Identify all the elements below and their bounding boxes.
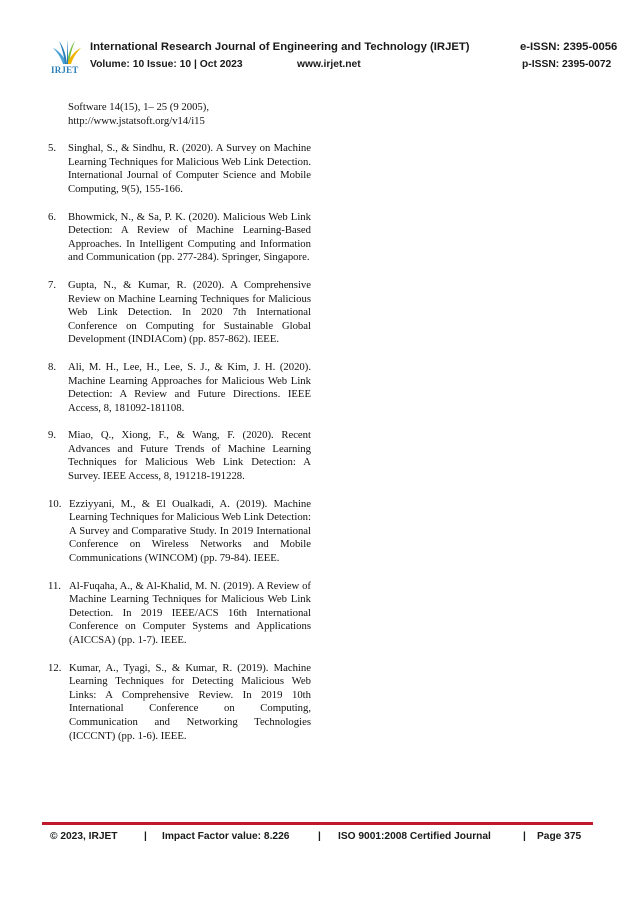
- e-issn: e-ISSN: 2395-0056: [520, 41, 618, 53]
- references-list: [48, 101, 311, 757]
- reference-number: 6.: [48, 210, 57, 223]
- reference-item: [48, 498, 311, 566]
- reference-number: 9.: [48, 429, 57, 442]
- reference-text: Singhal, S., & Sindhu, R. (2020). A Survey on Machine Learning Techniques for Malicious Web Link Detection. International Journal of Computer Science and Mobile Computing, 9(5), 155-166.: [68, 142, 311, 195]
- reference-number: 10.: [48, 497, 62, 510]
- footer-page-number: Page 375: [537, 831, 582, 842]
- journal-website-link[interactable]: www.irjet.net: [297, 59, 361, 70]
- reference-text: Ali, M. H., Lee, H., Lee, S. J., & Kim, J. H. (2020). Machine Learning Approaches for Malicious Web Link Detection: A Review and Future Directions. IEEE Access, 8, 181092-181108.: [68, 360, 311, 414]
- reference-item: [48, 361, 311, 415]
- reference-item: [48, 211, 311, 265]
- footer-impact-factor: Impact Factor value: 8.226: [162, 831, 290, 842]
- reference-number: 8.: [48, 360, 57, 373]
- reference-item: [48, 429, 311, 483]
- reference-text: Al-Fuqaha, A., & Al-Khalid, M. N. (2019). A Review of Machine Learning Techniques for Malicious Web Link Detection. In 2019 IEEE/ACS 16th International Conference on Computer Systems and Applications (AICCSA) (pp. 1-7). IEEE.: [69, 579, 311, 646]
- footer-separator: |: [144, 831, 147, 842]
- reference-item: [48, 662, 311, 744]
- irjet-logo: [50, 38, 84, 78]
- footer-rule: [42, 822, 593, 825]
- journal-name: International Research Journal of Engineering and Technology (IRJET): [90, 41, 470, 53]
- page-footer: [50, 831, 595, 847]
- reference-text: Miao, Q., Xiong, F., & Wang, F. (2020). Recent Advances and Future Trends of Machine Learning Techniques for Malicious Web Link Detection: A Survey. IEEE Access, 8, 191218-191228.: [68, 429, 311, 483]
- footer-separator: |: [523, 831, 526, 842]
- footer-iso: ISO 9001:2008 Certified Journal: [338, 831, 491, 842]
- reference-continuation: Software 14(15), 1– 25 (9 2005), http://www.jstatsoft.org/v14/i15: [68, 101, 209, 127]
- reference-item: [48, 279, 311, 347]
- reference-text: Gupta, N., & Kumar, R. (2020). A Comprehensive Review on Machine Learning Techniques for Malicious Web Link Detection. In 2020 7th International Conference on Computing for Sustainable Global Development (INDIACom) (pp. 857-862). IEEE.: [68, 278, 311, 346]
- p-issn: p-ISSN: 2395-0072: [522, 59, 612, 70]
- reference-text: Kumar, A., Tyagi, S., & Kumar, R. (2019). Machine Learning Techniques for Detecting Malicious Web Links: A Comprehensive Review. In 2019 10th International Conference on Computing, Communication and Networking Technologies (ICCCNT) (pp. 1-6). IEEE.: [69, 661, 311, 742]
- reference-text: Bhowmick, N., & Sa, P. K. (2020). Malicious Web Link Detection: A Review of Machine Learning-Based Approaches. In Intelligent Computing and Information and Communication (pp. 277-284). Springer, Singapore.: [68, 210, 311, 264]
- reference-item: [48, 142, 311, 196]
- volume-info: Volume: 10 Issue: 10 | Oct 2023: [90, 59, 243, 70]
- reference-item: [48, 580, 311, 648]
- footer-separator: |: [318, 831, 321, 842]
- reference-number: 5.: [48, 142, 57, 155]
- footer-copyright: © 2023, IRJET: [50, 831, 118, 842]
- reference-number: 11.: [48, 579, 61, 592]
- reference-number: 12.: [48, 661, 62, 674]
- logo-text: IRJET: [51, 65, 79, 75]
- reference-number: 7.: [48, 278, 57, 291]
- page-header: [50, 38, 618, 78]
- leaf-logo-icon: [50, 38, 84, 66]
- reference-text: Ezziyyani, M., & El Oualkadi, A. (2019). Machine Learning Techniques for Malicious Web Link Detection: A Survey and Comparative Study. In 2019 International Conference on Wireless Networks and Mobile Communications (WINCOM) (pp. 79-84). IEEE.: [69, 497, 311, 565]
